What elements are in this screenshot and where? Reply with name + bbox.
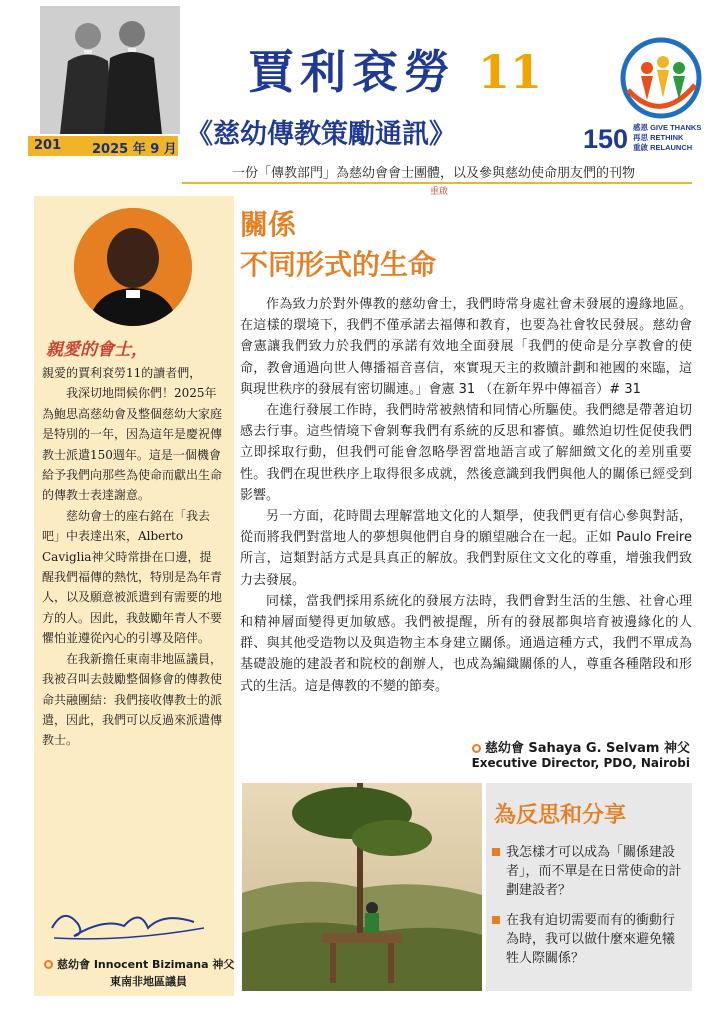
reflection-question: 我怎樣才可以成為「關係建設者」，而不單是在日常使命的計劃建設者？ (506, 843, 684, 900)
letter-paragraph: 我深切地問候你們！2025年為鮑思高慈幼會及整個慈幼大家庭是特別的一年，因為這年是慶祝傳教士派遣150週年。這是一個機會給予我們向那些為使命而獻出生命的傳教士表達謝意。 (42, 386, 223, 503)
newsletter-subtitle: 《慈幼傳教策勵通訊》 (186, 119, 456, 150)
letter-greeting: 親愛的會士， (46, 340, 148, 360)
issue-date: 2025 年 9 月 (92, 142, 177, 157)
article-body (240, 294, 692, 697)
signer-name: 慈幼會 Innocent Bizimana 神父 (44, 956, 234, 972)
article-paragraph: 另一方面，花時間去理解當地文化的人類學，使我們更有信心參與對話，從而將我們對當地人的夢想與他們自身的願望融合在一起。正如 Paulo Freire 所言，這類對話方式是具真正的解放。我們對原住文文化的尊重，增強我們致力去發展。 (240, 509, 692, 588)
anniversary-150-logo (583, 30, 713, 160)
handwritten-signature (44, 898, 214, 948)
square-bullet-icon (492, 916, 500, 924)
bullet-icon (44, 960, 53, 969)
article-paragraph: 在進行發展工作時，我們時常被熱情和同情心所驅使。我們總是帶著迫切感去行事。這些情境下會剝奪我們有系統的反思和審慎。雖然迫切性促使我們立即採取行動，但我們可能會忽略學習當地語言或了解細緻文化的差別重要性。我們在現世秩序上取得很多成就，然後意識到我們與他人的關係已經受到影響。 (240, 403, 692, 503)
letter-paragraph: 親愛的賈利袞勞11的讀者們， (42, 366, 202, 380)
founders-photo (40, 6, 180, 134)
logo-line-3: 重啟 RELAUNCH (633, 143, 693, 152)
logo-line-1: 感恩 GIVE THANKS (633, 123, 702, 132)
logo-number: 150 (583, 124, 629, 154)
title-text: 賈利袞勞 (248, 45, 456, 99)
article-subtitle: 不同形式的生命 (240, 248, 437, 281)
letter-paragraph: 慈幼會士的座右銘在「我去吧」中表達出來，Alberto Caviglia神父時常掛在口邊，提醒我們福傳的熱忱，特別是為年青人，以及願意被派遣到有需要的地方的人。因此，我鼓勵年青人不要懼怕並遵從內心的引導及陪伴。 (42, 508, 223, 646)
article-title: 關係 (240, 208, 297, 241)
author-portrait (74, 208, 192, 326)
logo-line-2: 再思 RETHINK (633, 133, 684, 142)
divider-note: 重啟 (430, 187, 449, 197)
article-author: 慈幼會 Sahaya G. Selvam 神父 (472, 737, 690, 756)
bullet-icon (472, 744, 481, 753)
title-number: 11 (478, 45, 543, 99)
square-bullet-icon (492, 848, 500, 856)
letter-body (42, 363, 222, 751)
tagline: 一份「傳教部門」為慈幼會會士團體，以及參與慈幼使命朋友們的刊物 (232, 166, 636, 181)
reflection-question: 在我有迫切需要而有的衝動行為時，我可以做什麼來避免犧牲人際關係？ (506, 911, 684, 968)
reflection-title: 為反思和分享 (494, 803, 627, 828)
newsletter-title (248, 36, 542, 102)
article-author-role: Executive Director, PDO, Nairobi (471, 756, 690, 770)
signer-role: 東南非地區議員 (110, 975, 187, 988)
landscape-photo (242, 783, 482, 991)
issue-number: 201 (34, 138, 62, 153)
article-paragraph: 作為致力於對外傳教的慈幼會士，我們時常身處社會未發展的邊緣地區。在這樣的環境下，我們不僅承諾去福傳和教育，也要為社會牧民發展。慈幼會會憲讓我們致力於我們的承諾有效地全面發展「我們的使命是分享教會的使命，教會通過向世人傳播福音喜信，來實現天主的救贖計劃和祂國的來臨，這與現世秩序的發展有密切關連。」會憲 31 （在新年界中傳福音）# 31 (240, 297, 692, 397)
letter-paragraph: 在我新擔任東南非地區議員，我被召叫去鼓勵整個修會的傳教使命共融團結：我們接收傳教士的派遣，因此，我們可以反過來派遣傳教士。 (42, 651, 223, 748)
article-paragraph: 同樣，當我們採用系統化的發展方法時，我們會對生活的生態、社會心理和精神層面變得更加敏感。我們被提醒，所有的發展都與培育被邊緣化的人群、與其他受造物以及與造物主本身建立關係。通過這種方式，我們不單成為基礎設施的建設者和院校的創辦人，也成為編織關係的人，尊重各種階段和形式的生活。這是傳教的不變的節奏。 (240, 593, 692, 694)
